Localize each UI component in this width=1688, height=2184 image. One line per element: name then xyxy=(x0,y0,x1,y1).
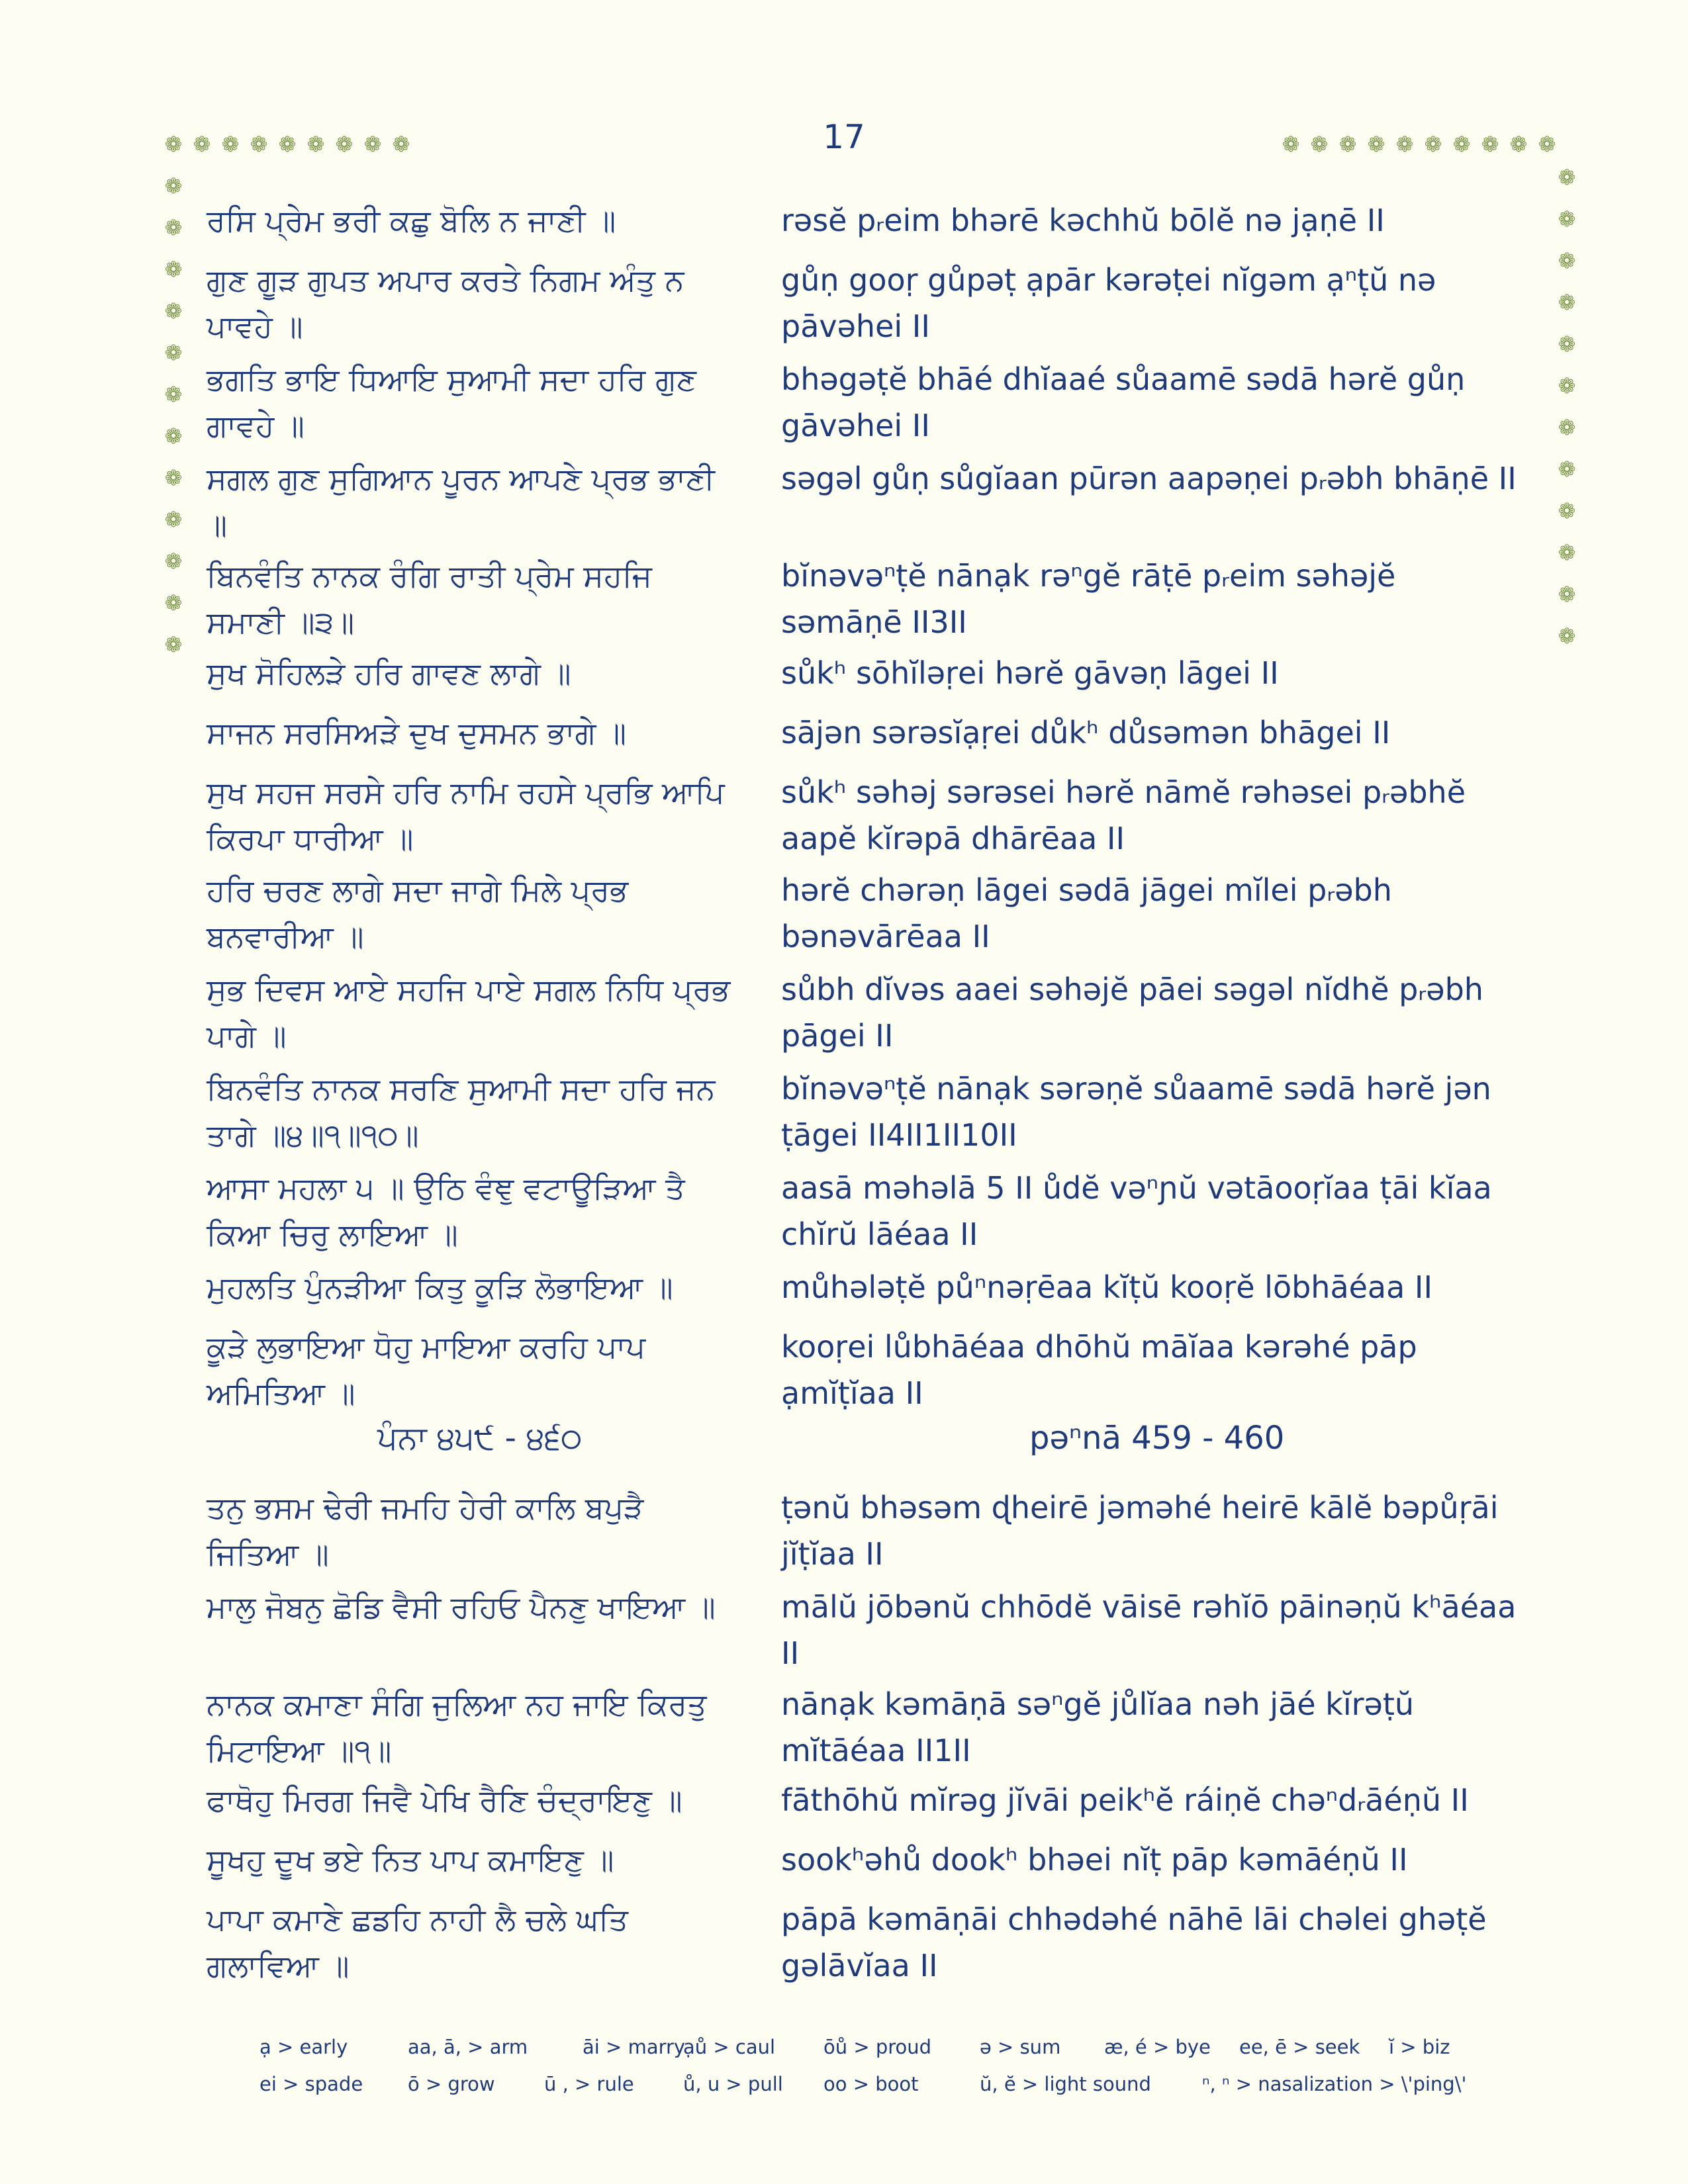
verse-gurmukhi: ਬਿਨਵੰਤਿ ਨਾਨਕ ਰੰਗਿ ਰਾਤੀ ਪ੍ਰੇਮ ਸਹਜਿ ਸਮਾਣੀ ॥੩॥ xyxy=(207,558,652,640)
key-item: ạ > early xyxy=(259,2036,348,2058)
key-item: ə > sum xyxy=(980,2036,1061,2058)
flower-icon: ❁ xyxy=(164,424,183,449)
flower-icon: ❁ xyxy=(363,132,382,157)
flower-icon: ❁ xyxy=(164,298,183,324)
verse-translit: səgəl gůṇ sůgĭaan pūrən aapəṇei pᵣəbh bhāṇē II xyxy=(781,461,1517,496)
flower-icon: ❁ xyxy=(1395,132,1414,157)
verse-gurmukhi: ਰਸਿ ਪ੍ਰੇਮ ਭਰੀ ਕਛੁ ਬੋਲਿ ਨ ਜਾਣੀ ॥ xyxy=(207,203,616,238)
page-number: 17 xyxy=(823,118,865,156)
key-item: ⁿ, ⁿ > nasalization > \'ping\' xyxy=(1202,2073,1467,2095)
verse-gurmukhi: ਸੁਖ ਸਹਜ ਸਰਸੇ ਹਰਿ ਨਾਮਿ ਰਹਸੇ ਪ੍ਰਭਿ ਆਪਿ ਕਿਰਪਾ ਧਾਰੀਆ ॥ xyxy=(207,774,725,856)
flower-icon: ❁ xyxy=(1310,132,1329,157)
verse-gurmukhi: ਪਾਪਾ ਕਮਾਣੇ ਛਡਹਿ ਨਾਹੀ ਲੈ ਚਲੇ ਘਤਿ ਗਲਾਵਿਆ ॥ xyxy=(207,1901,628,1983)
flower-icon: ❁ xyxy=(1282,132,1300,157)
verse-translit: gůṇ gooṛ gůpəṭ ạpār kərəṭei nĭgəm ạⁿṭŭ nə pāvəhei II xyxy=(781,262,1436,344)
verse-translit: sůbh dĭvəs aaei səhəjĕ pāei səgəl nĭdhĕ pᵣəbh pāgei II xyxy=(781,972,1483,1054)
verse-translit: nānạk kəmāṇā səⁿgĕ jůlĭaa nəh jāé kĭrəṭŭ mĭtāéaa II1II xyxy=(781,1686,1415,1768)
flower-icon: ❁ xyxy=(1538,132,1556,157)
key-item: ạů > caul xyxy=(683,2036,776,2058)
verse-gurmukhi: ਭਗਤਿ ਭਾਇ ਧਿਆਇ ਸੁਆਮੀ ਸਦਾ ਹਰਿ ਗੁਣ ਗਾਵਹੇ ॥ xyxy=(207,361,696,443)
flower-icon: ❁ xyxy=(1558,540,1576,565)
verse-translit: rəsĕ pᵣeim bhərē kəchhŭ bōlĕ nə jạṇē II xyxy=(781,203,1385,238)
verse-translit: ṭənŭ bhəsəm ɖheirē jəməhé heirē kālĕ bəpůṛāi jĭṭĭaa II xyxy=(781,1490,1499,1572)
key-item: oo > boot xyxy=(823,2073,919,2095)
flower-icon: ❁ xyxy=(1509,132,1528,157)
verse-translit: aasā məhəlā 5 II ůdĕ vəⁿɲŭ vətāooṛĭaa ṭāi kĭaa chĭrŭ lāéaa II xyxy=(781,1170,1492,1252)
flower-icon: ❁ xyxy=(164,507,183,532)
flower-icon: ❁ xyxy=(392,132,410,157)
verse-translit: sookʰəhů dookʰ bhəei nĭṭ pāp kəmāéṇŭ II xyxy=(781,1842,1408,1878)
verse-translit: kooṛei lůbhāéaa dhōhŭ māĭaa kərəhé pāp ạmĭṭĭaa II xyxy=(781,1329,1417,1411)
key-item: ů, u > pull xyxy=(683,2073,783,2095)
flower-icon: ❁ xyxy=(1452,132,1471,157)
verse-translit: hərĕ chərəṇ lāgei sədā jāgei mĭlei pᵣəbh bənəvārēaa II xyxy=(781,872,1392,954)
verse-gurmukhi: ਮੁਹਲਤਿ ਪੁੰਨੜੀਆ ਕਿਤੁ ਕੂੜਿ ਲੋਭਾਇਆ ॥ xyxy=(207,1269,673,1305)
verse-translit: bhəgəṭĕ bhāé dhĭaaé sůaamē sədā hərĕ gůṇ gāvəhei II xyxy=(781,361,1466,443)
verse-translit: sůkʰ səhəj sərəsei hərĕ nāmĕ rəhəsei pᵣəbhĕ aapĕ kĭrəpā dhārēaa II xyxy=(781,774,1466,856)
flower-icon: ❁ xyxy=(306,132,325,157)
flower-icon: ❁ xyxy=(1424,132,1442,157)
flower-icon: ❁ xyxy=(1338,132,1357,157)
verse-gurmukhi: ਸੁਖ ਸੋਹਿਲੜੇ ਹਰਿ ਗਾਵਣ ਲਾਗੇ ॥ xyxy=(207,655,571,691)
flower-icon: ❁ xyxy=(1367,132,1385,157)
verse-translit: sājən sərəsĭạṛei důkʰ důsəmən bhāgei II xyxy=(781,715,1391,751)
verse-gurmukhi: ਸੁਭ ਦਿਵਸ ਆਏ ਸਹਜਿ ਪਾਏ ਸਗਲ ਨਿਧਿ ਪ੍ਰਭ ਪਾਗੇ ॥ xyxy=(207,972,731,1054)
flower-icon: ❁ xyxy=(1558,582,1576,607)
flower-icon: ❁ xyxy=(1558,373,1576,398)
verse-gurmukhi: ਨਾਨਕ ਕਮਾਣਾ ਸੰਗਿ ਜੁਲਿਆ ਨਹ ਜਾਇ ਕਿਰਤੁ ਮਿਟਾਇਆ ॥੧॥ xyxy=(207,1686,707,1768)
flower-icon: ❁ xyxy=(1558,290,1576,315)
verse-translit: mālŭ jōbənŭ chhōdĕ vāisē rəhĭō pāinəṇŭ kʰāéaa II xyxy=(781,1589,1517,1671)
flower-icon: ❁ xyxy=(1558,206,1576,232)
verse-gurmukhi: ਆਸਾ ਮਹਲਾ ੫ ॥ ਉਠਿ ਵੰਞੁ ਵਟਾਊੜਿਆ ਤੈ ਕਿਆ ਚਿਰੁ ਲਾਇਆ ॥ xyxy=(207,1170,685,1252)
verse-gurmukhi: ਬਿਨਵੰਤਿ ਨਾਨਕ ਸਰਣਿ ਸੁਆਮੀ ਸਦਾ ਹਰਿ ਜਨ ਤਾਗੇ ॥੪॥੧॥੧੦॥ xyxy=(207,1071,716,1153)
key-item: ū , > rule xyxy=(544,2073,634,2095)
flower-icon: ❁ xyxy=(278,132,297,157)
flower-icon: ❁ xyxy=(164,215,183,240)
flower-icon: ❁ xyxy=(164,632,183,657)
verse-gurmukhi: ਸਗਲ ਗੁਣ ਸੁਗਿਆਨ ਪੂਰਨ ਆਪਣੇ ਪ੍ਰਭ ਭਾਣੀ ॥ xyxy=(207,461,715,543)
key-item: ō > grow xyxy=(408,2073,495,2095)
verse-translit: bĭnəvəⁿṭĕ nānạk sərəṇĕ sůaamē sədā hərĕ jən ṭāgei II4II1II10II xyxy=(781,1071,1491,1153)
flower-icon: ❁ xyxy=(164,132,183,157)
flower-icon: ❁ xyxy=(164,173,183,199)
verse-gurmukhi: ਹਰਿ ਚਰਣ ਲਾਗੇ ਸਦਾ ਜਾਗੇ ਮਿਲੇ ਪ੍ਰਭ ਬਨਵਾਰੀਆ ॥ xyxy=(207,872,629,954)
flower-icon: ❁ xyxy=(1558,498,1576,523)
flower-icon: ❁ xyxy=(164,257,183,282)
flower-icon: ❁ xyxy=(1558,248,1576,273)
verse-translit: pāpā kəmāṇāi chhədəhé nāhē lāi chəlei ghəṭĕ gəlāvĭaa II xyxy=(781,1901,1487,1983)
key-item: ĭ > biz xyxy=(1389,2036,1450,2058)
flower-icon: ❁ xyxy=(1558,457,1576,482)
flower-icon: ❁ xyxy=(1558,623,1576,649)
flower-icon: ❁ xyxy=(193,132,211,157)
flower-icon: ❁ xyxy=(1558,415,1576,440)
panna-translit: pəⁿnā 459 - 460 xyxy=(1029,1420,1285,1457)
verse-translit: můhələṭĕ půⁿnəṛēaa kĭṭŭ kooṛĕ lōbhāéaa II xyxy=(781,1269,1433,1305)
flower-icon: ❁ xyxy=(221,132,240,157)
flower-icon: ❁ xyxy=(250,132,268,157)
verse-gurmukhi: ਤਨੁ ਭਸਮ ਢੇਰੀ ਜਮਹਿ ਹੇਰੀ ਕਾਲਿ ਬਪੁੜੈ ਜਿਤਿਆ ॥ xyxy=(207,1490,644,1572)
flower-icon: ❁ xyxy=(164,590,183,615)
key-item: aa, ā, > arm xyxy=(408,2036,528,2058)
key-item: ee, ē > seek xyxy=(1239,2036,1360,2058)
verse-gurmukhi: ਫਾਥੋਹੁ ਮਿਰਗ ਜਿਵੈ ਪੇਖਿ ਰੈਣਿ ਚੰਦ੍ਰਾਇਣੁ ॥ xyxy=(207,1782,682,1818)
key-item: æ, é > bye xyxy=(1104,2036,1211,2058)
verse-translit: bĭnəvəⁿṭĕ nānạk rəⁿgĕ rāṭē pᵣeim səhəjĕ səmāṇē II3II xyxy=(781,558,1396,640)
flower-icon: ❁ xyxy=(164,549,183,574)
flower-icon: ❁ xyxy=(1558,165,1576,190)
verse-gurmukhi: ਕੂੜੇ ਲੁਭਾਇਆ ਧੋਹੁ ਮਾਇਆ ਕਰਹਿ ਪਾਪ ਅਮਿਤਿਆ ॥ xyxy=(207,1329,646,1411)
verse-translit: fāthōhŭ mĭrəg jĭvāi peikʰĕ ráiṇĕ chəⁿdᵣāéṇŭ II xyxy=(781,1782,1469,1818)
key-item: ei > spade xyxy=(259,2073,363,2095)
panna-gurmukhi: ਪੰਨਾ ੪੫੯ - ੪੬੦ xyxy=(377,1420,583,1457)
key-item: ōů > proud xyxy=(823,2036,932,2058)
verse-translit: sůkʰ sōhĭləṛei hərĕ gāvəṇ lāgei II xyxy=(781,655,1279,691)
flower-icon: ❁ xyxy=(335,132,353,157)
verse-gurmukhi: ਗੁਣ ਗੂੜ ਗੁਪਤ ਅਪਾਰ ਕਰਤੇ ਨਿਗਮ ਅੰਤੁ ਨ ਪਾਵਹੇ ॥ xyxy=(207,262,684,344)
verse-gurmukhi: ਸਾਜਨ ਸਰਸਿਅੜੇ ਦੁਖ ਦੁਸਮਨ ਭਾਗੇ ॥ xyxy=(207,715,626,751)
verse-gurmukhi: ਮਾਲੁ ਜੋਬਨੁ ਛੋਡਿ ਵੈਸੀ ਰਹਿਓ ਪੈਨਣੁ ਖਾਇਆ ॥ xyxy=(207,1589,716,1625)
flower-icon: ❁ xyxy=(1481,132,1499,157)
flower-icon: ❁ xyxy=(1558,332,1576,357)
flower-icon: ❁ xyxy=(164,340,183,365)
flower-icon: ❁ xyxy=(164,382,183,407)
flower-icon: ❁ xyxy=(164,465,183,490)
verse-gurmukhi: ਸੂਖਹੁ ਦੂਖ ਭਏ ਨਿਤ ਪਾਪ ਕਮਾਇਣੁ ॥ xyxy=(207,1842,614,1878)
key-item: āi > marry xyxy=(583,2036,686,2058)
key-item: ŭ, ĕ > light sound xyxy=(980,2073,1151,2095)
